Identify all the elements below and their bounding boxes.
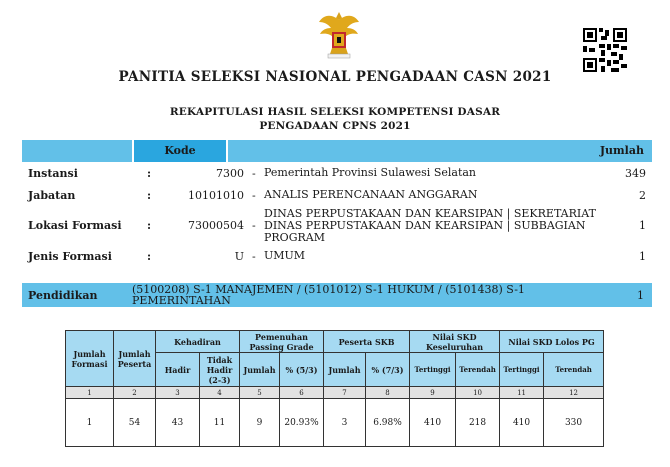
th-lolos-terendah: Terendah	[544, 353, 604, 387]
th-lolos-tertinggi: Tertinggi	[500, 353, 544, 387]
value-lolos-terendah: 330	[544, 399, 604, 447]
th-pemenuhan-passing-grade: Pemenuhan Passing Grade	[240, 331, 324, 353]
jumlah-header-label: Jumlah	[599, 144, 644, 157]
table-row	[66, 399, 604, 447]
jabatan-qty: 2	[639, 189, 646, 202]
instansi-dash: -	[252, 167, 256, 180]
value-pg-percent: 20.93%	[280, 399, 324, 447]
instansi-label: Instansi	[28, 167, 78, 180]
lokasi-label: Lokasi Formasi	[28, 219, 122, 232]
th-pg-jumlah: Jumlah	[240, 353, 280, 387]
th-peserta-skb: Peserta SKB	[324, 331, 410, 353]
jenis-code: U	[234, 250, 244, 263]
lokasi-colon: :	[147, 219, 152, 232]
value-hadir: 43	[156, 399, 200, 447]
lokasi-qty: 1	[639, 219, 646, 232]
document-subtitle: PENGADAAN CPNS 2021	[259, 120, 411, 132]
th-skd-terendah: Terendah	[456, 353, 500, 387]
document-title: REKAPITULASI HASIL SELEKSI KOMPETENSI DASAR	[169, 106, 501, 118]
value-pg-jumlah: 9	[240, 399, 280, 447]
th-jumlah-formasi: Jumlah Formasi	[66, 331, 114, 387]
th-jumlah-peserta: Jumlah Peserta	[114, 331, 156, 387]
column-number: 6	[280, 387, 324, 399]
th-tidak-hadir: Tidak Hadir (2-3)	[200, 353, 240, 387]
jabatan-dash: -	[252, 189, 256, 202]
org-title: PANITIA SELEKSI NASIONAL PENGADAAN CASN 2021	[118, 69, 552, 85]
jabatan-colon: :	[147, 189, 152, 202]
value-skd-tertinggi: 410	[410, 399, 456, 447]
column-number: 3	[156, 387, 200, 399]
column-number: 10	[456, 387, 500, 399]
value-skb-jumlah: 3	[324, 399, 366, 447]
jabatan-label: Jabatan	[28, 189, 76, 202]
pendidikan-desc: (5100208) S-1 MANAJEMEN / (5101012) S-1 HUKUM / (5101438) S-1 PEMERINTAHAN	[132, 283, 525, 307]
jenis-qty: 1	[639, 250, 646, 263]
column-number: 5	[240, 387, 280, 399]
th-hadir: Hadir	[156, 353, 200, 387]
th-skd-tertinggi: Tertinggi	[410, 353, 456, 387]
jabatan-code: 10101010	[188, 189, 244, 202]
lokasi-dash: -	[252, 219, 256, 232]
column-number: 4	[200, 387, 240, 399]
value-tidak-hadir: 11	[200, 399, 240, 447]
jenis-label: Jenis Formasi	[28, 250, 112, 263]
summary-header-bar	[22, 140, 652, 162]
instansi-desc: Pemerintah Provinsi Sulawesi Selatan	[264, 166, 477, 179]
th-skb-percent: % (7/3)	[366, 353, 410, 387]
th-nilai-skd-keseluruhan: Nilai SKD Keseluruhan	[410, 331, 500, 353]
qr-code-icon	[583, 28, 627, 72]
instansi-code: 7300	[216, 167, 244, 180]
instansi-row	[22, 167, 652, 183]
pendidikan-qty: 1	[637, 289, 644, 302]
value-jumlah-formasi: 1	[66, 399, 114, 447]
th-nilai-skd-lolos-pg: Nilai SKD Lolos PG	[500, 331, 604, 353]
column-number-row	[66, 387, 604, 399]
th-pg-percent: % (5/3)	[280, 353, 324, 387]
column-number: 1	[66, 387, 114, 399]
jenis-desc: UMUM	[264, 249, 306, 262]
jenis-formasi-row	[22, 250, 652, 266]
jenis-dash: -	[252, 250, 256, 263]
table-header-row-1	[66, 331, 604, 353]
column-number: 7	[324, 387, 366, 399]
lokasi-formasi-row	[22, 207, 652, 247]
kode-header-label: Kode	[164, 144, 196, 157]
lokasi-desc: DINAS PERPUSTAKAAN DAN KEARSIPAN | SEKRETARIAT DINAS PERPUSTAKAAN DAN KEARSIPAN | SUBBAGIAN PROGRAM	[264, 207, 596, 244]
th-kehadiran: Kehadiran	[156, 331, 240, 353]
column-number: 9	[410, 387, 456, 399]
lokasi-code: 73000504	[188, 219, 244, 232]
th-skb-jumlah: Jumlah	[324, 353, 366, 387]
garuda-emblem-icon	[318, 10, 360, 60]
column-number: 11	[500, 387, 544, 399]
value-skd-terendah: 218	[456, 399, 500, 447]
value-skb-percent: 6.98%	[366, 399, 410, 447]
jenis-colon: :	[147, 250, 152, 263]
column-number: 8	[366, 387, 410, 399]
jabatan-row	[22, 189, 652, 205]
instansi-qty: 349	[625, 167, 646, 180]
jabatan-desc: ANALIS PERENCANAAN ANGGARAN	[264, 188, 478, 201]
selection-stats-table	[65, 330, 604, 447]
instansi-colon: :	[147, 167, 152, 180]
pendidikan-row	[22, 283, 652, 307]
value-lolos-tertinggi: 410	[500, 399, 544, 447]
kode-header-cell	[132, 140, 228, 162]
column-number: 2	[114, 387, 156, 399]
pendidikan-label: Pendidikan	[28, 289, 98, 302]
value-jumlah-peserta: 54	[114, 399, 156, 447]
column-number: 12	[544, 387, 604, 399]
